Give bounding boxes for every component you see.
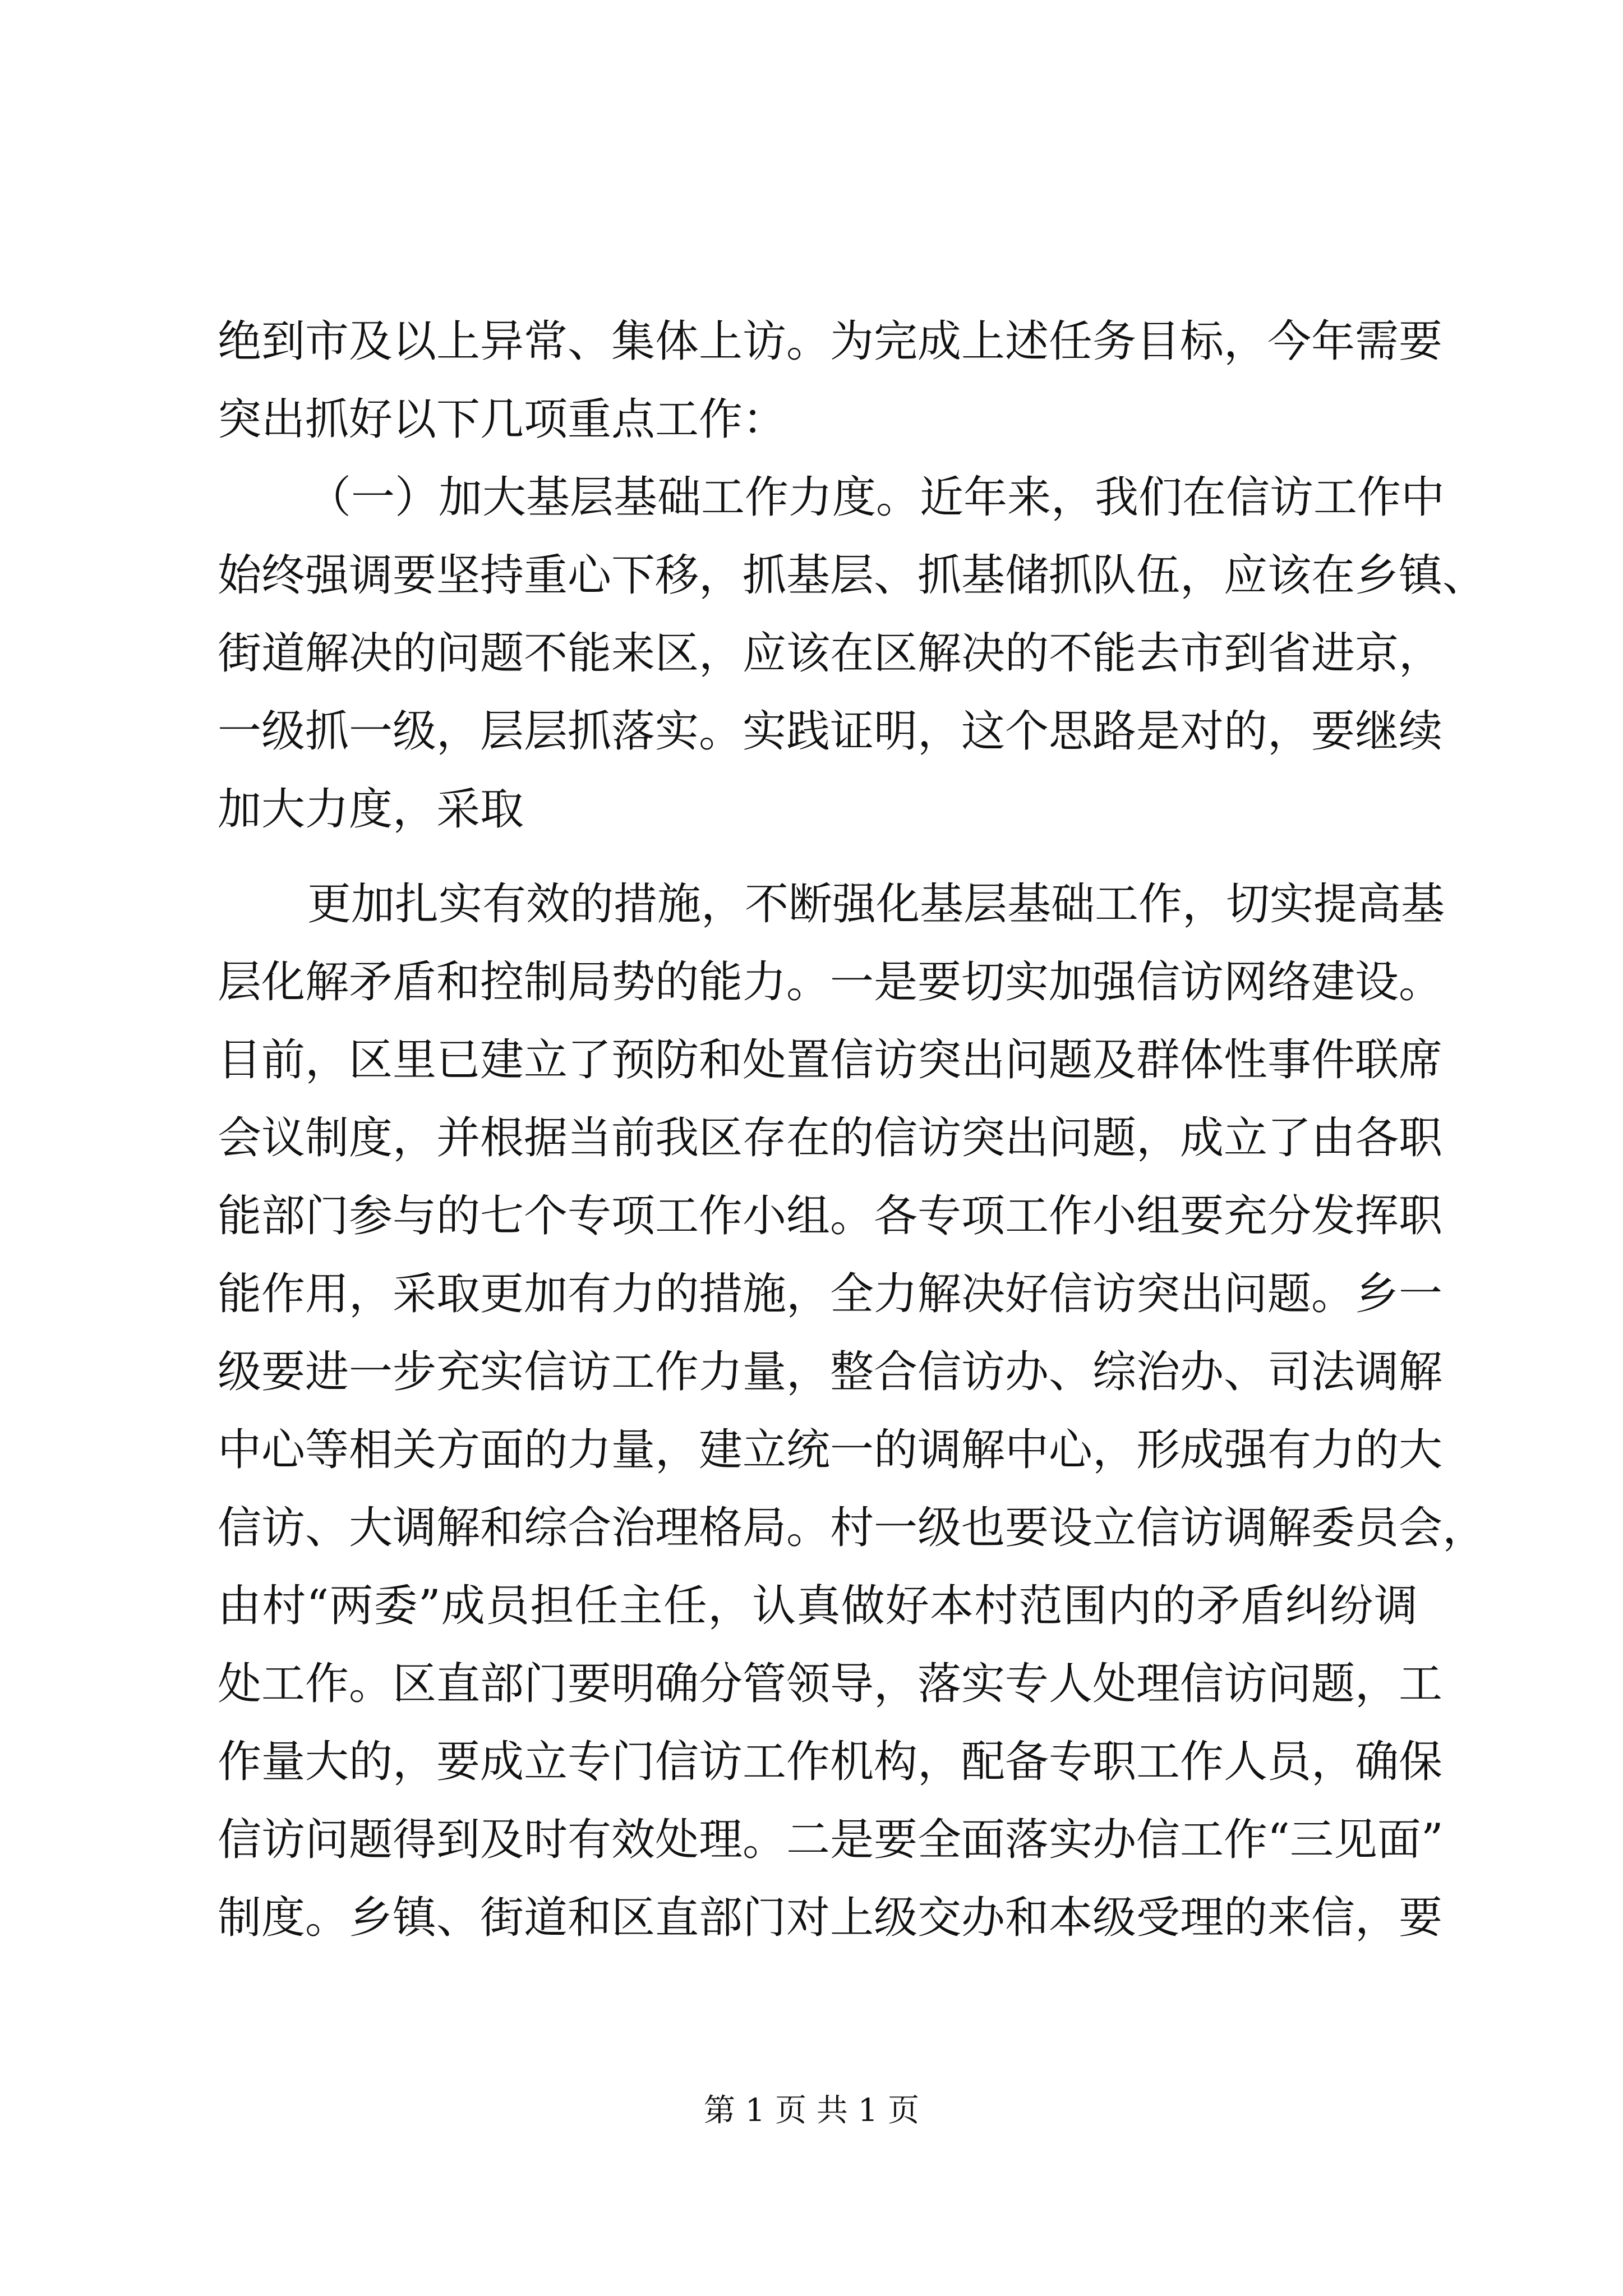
text-line: 目前，区里已建立了预防和处置信访突出问题及群体性事件联席	[218, 1035, 1443, 1085]
paragraph	[218, 459, 1487, 849]
text-line: 一级抓一级，层层抓落实。实践证明，这个思路是对的，要继续	[218, 706, 1443, 757]
paragraph	[218, 303, 1443, 459]
text-line: 会议制度，并根据当前我区存在的信访突出问题，成立了由各职	[218, 1113, 1443, 1163]
paragraph	[218, 866, 1487, 1957]
text-line: 处工作。区直部门要明确分管领导，落实专人处理信访问题，工	[218, 1659, 1443, 1709]
text-line: 中心等相关方面的力量，建立统一的调解中心，形成强有力的大	[218, 1425, 1443, 1475]
text-line: 层化解矛盾和控制局势的能力。一是要切实加强信访网络建设。	[218, 957, 1443, 1007]
document-body	[218, 303, 1487, 1957]
text-line: 能作用，采取更加有力的措施，全力解决好信访突出问题。乡一	[218, 1269, 1443, 1319]
text-line: （一）加大基层基础工作力度。近年来，我们在信访工作中	[307, 472, 1445, 523]
text-line: 加大力度，采取	[218, 784, 524, 835]
text-line: 作量大的，要成立专门信访工作机构，配备专职工作人员，确保	[218, 1737, 1443, 1787]
text-line: 绝到市及以上异常、集体上访。为完成上述任务目标，今年需要	[218, 316, 1443, 367]
text-line: 信访问题得到及时有效处理。二是要全面落实办信工作“三见面”	[218, 1815, 1444, 1865]
text-line: 制度。乡镇、街道和区直部门对上级交办和本级受理的来信，要	[218, 1893, 1443, 1943]
text-line: 由村“两委”成员担任主任，认真做好本村范围内的矛盾纠纷调	[218, 1581, 1418, 1631]
page-footer	[0, 2091, 1623, 2131]
paragraph-gap	[218, 849, 1418, 866]
text-line: 突出抓好以下几项重点工作：	[218, 394, 787, 445]
text-line: 级要进一步充实信访工作力量，整合信访办、综治办、司法调解	[218, 1347, 1443, 1397]
page-number-label: 第 1 页 共 1 页	[703, 2092, 920, 2129]
text-line: 始终强调要坚持重心下移，抓基层、抓基储抓队伍，应该在乡镇、	[218, 550, 1487, 601]
text-line: 信访、大调解和综合治理格局。村一级也要设立信访调解委员会，	[218, 1503, 1487, 1553]
text-line: 能部门参与的七个专项工作小组。各专项工作小组要充分发挥职	[218, 1191, 1443, 1241]
text-line: 街道解决的问题不能来区，应该在区解决的不能去市到省进京，	[218, 628, 1443, 679]
text-line: 更加扎实有效的措施，不断强化基层基础工作，切实提高基	[307, 879, 1445, 930]
